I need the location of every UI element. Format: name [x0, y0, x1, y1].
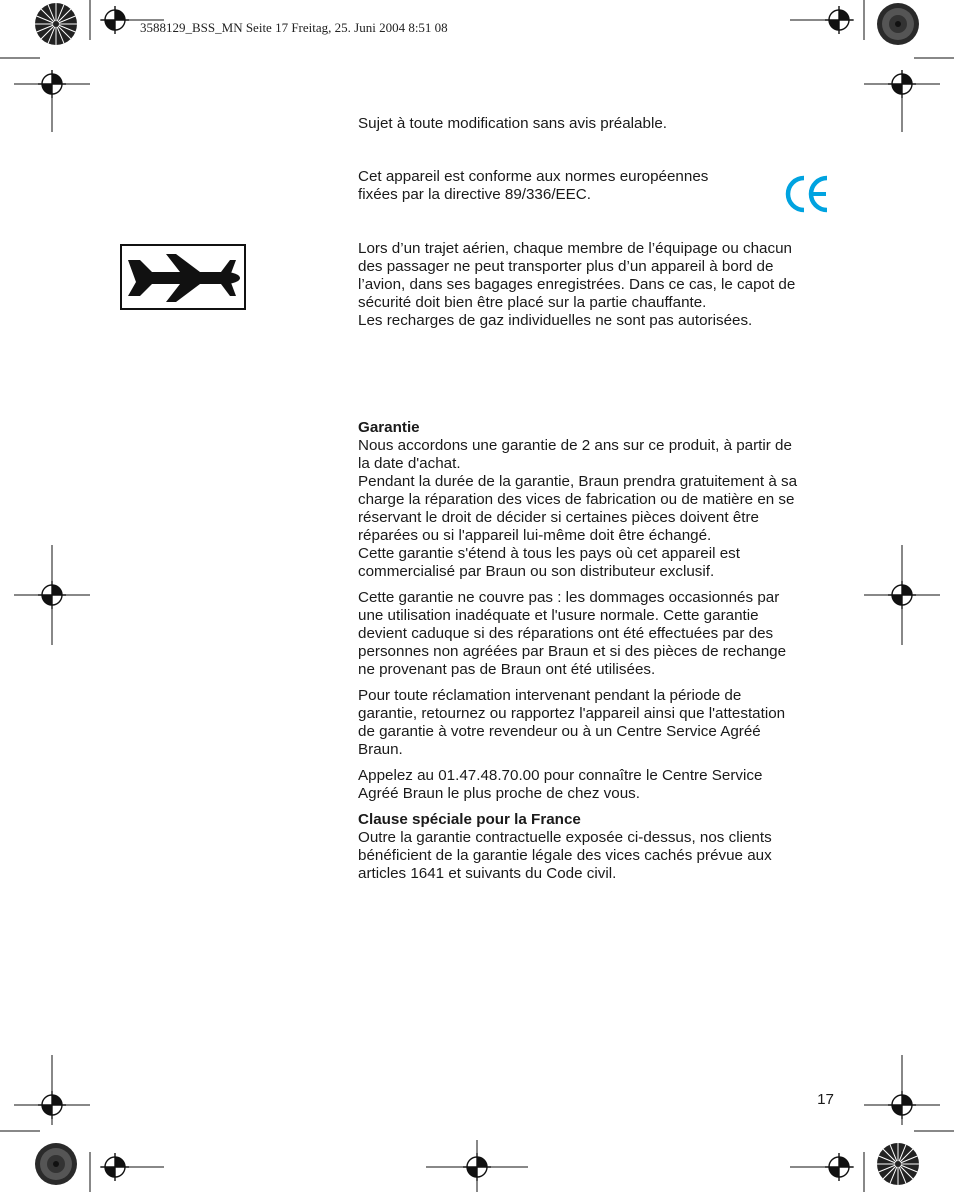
text-line: Pour toute réclamation intervenant pendant la période de — [358, 687, 742, 704]
modification-text: Sujet à toute modification sans avis préalable. — [358, 115, 667, 132]
text-line: ne provenant pas de Braun ont été utilisées. — [358, 661, 656, 678]
modification-notice — [358, 115, 836, 133]
text-line: devient caduque si des réparations ont été effectuées par des — [358, 625, 774, 642]
air-travel-line-3: l’avion, dans ses bagages enregistrées. Dans ce cas, le capot de — [358, 276, 796, 293]
airplane-pictogram — [120, 244, 246, 310]
text-line: charge la réparation des vices de fabrication ou de matière en se — [358, 491, 795, 508]
ce-mark-icon — [782, 172, 830, 216]
warranty-paragraph-4 — [358, 767, 836, 803]
warranty-paragraph-3 — [358, 687, 836, 759]
text-line: Outre la garantie contractuelle exposée ci-dessus, nos clients — [358, 829, 772, 846]
print-slug: 3588129_BSS_MN Seite 17 Freitag, 25. Juni 2004 8:51 08 — [140, 20, 448, 35]
airplane-icon — [122, 246, 244, 308]
text-line: Nous accordons une garantie de 2 ans sur ce produit, à partir de — [358, 437, 792, 454]
text-line: Appelez au 01.47.48.70.00 pour connaître le Centre Service — [358, 767, 763, 784]
warranty-section — [358, 419, 836, 883]
text-line: une utilisation inadéquate et l'usure normale. Cette garantie — [358, 607, 759, 624]
text-line: la date d'achat. — [358, 455, 461, 472]
air-travel-notice — [358, 240, 836, 330]
france-clause — [358, 811, 836, 883]
text-line: Agréé Braun le plus proche de chez vous. — [358, 785, 640, 802]
air-travel-line-4: sécurité doit bien être placé sur la partie chauffante. — [358, 294, 707, 311]
warranty-heading: Garantie — [358, 419, 420, 436]
air-travel-line-2: des passager ne peut transporter plus d’un appareil à bord de — [358, 258, 774, 275]
text-line: bénéficient de la garantie légale des vices cachés prévue aux — [358, 847, 772, 864]
france-clause-heading: Clause spéciale pour la France — [358, 811, 581, 828]
warranty-paragraph-1 — [358, 437, 836, 581]
text-line: garantie, retournez ou rapportez l'appareil ainsi que l'attestation — [358, 705, 786, 722]
warranty-paragraph-2 — [358, 589, 836, 679]
text-line: Cette garantie ne couvre pas : les dommages occasionnés par — [358, 589, 780, 606]
text-line: Cette garantie s'étend à tous les pays où cet appareil est — [358, 545, 740, 562]
air-travel-line-5: Les recharges de gaz individuelles ne sont pas autorisées. — [358, 312, 753, 329]
page-number: 17 — [817, 1091, 834, 1108]
conformity-line-2: fixées par la directive 89/336/EEC. — [358, 186, 591, 203]
text-line: réparées ou si l'appareil lui-même doit être échangé. — [358, 527, 712, 544]
air-travel-line-1: Lors d’un trajet aérien, chaque membre de l’équipage ou chacun — [358, 240, 792, 257]
text-line: Pendant la durée de la garantie, Braun prendra gratuitement à sa — [358, 473, 798, 490]
text-line: commercialisé par Braun ou son distributeur exclusif. — [358, 563, 715, 580]
conformity-line-1: Cet appareil est conforme aux normes européennes — [358, 168, 709, 185]
text-line: de garantie à votre revendeur ou à un Centre Service Agréé — [358, 723, 761, 740]
text-line: articles 1641 et suivants du Code civil. — [358, 865, 617, 882]
text-line: Braun. — [358, 741, 403, 758]
text-line: réservant le droit de décider si certaines pièces doivent être — [358, 509, 759, 526]
conformity-statement — [358, 168, 758, 204]
text-line: personnes non agréées par Braun et si des pièces de rechange — [358, 643, 787, 660]
